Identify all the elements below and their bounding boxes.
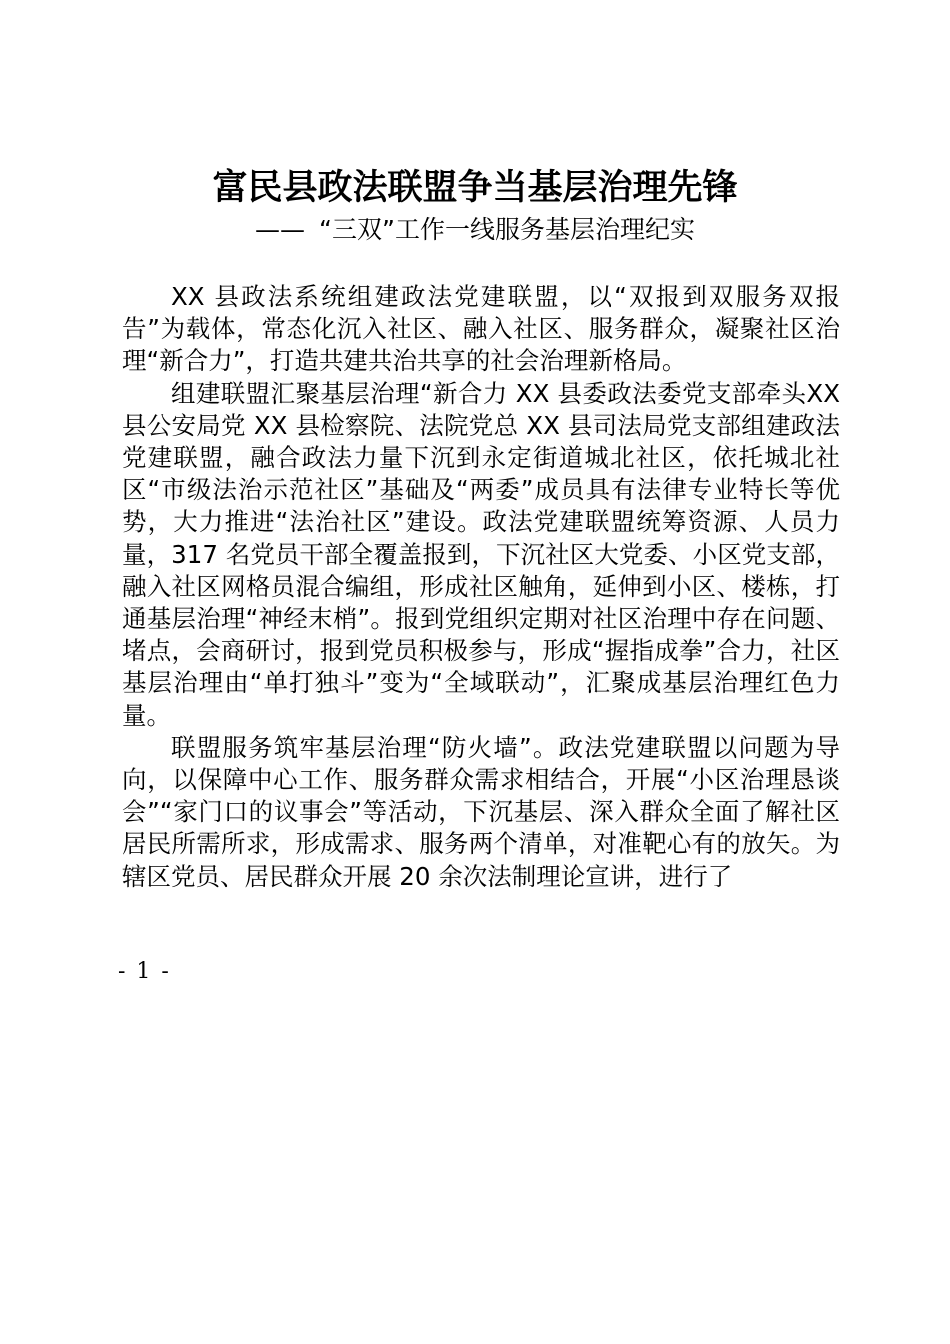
body-paragraph-2: 组建联盟汇聚基层治理“新合力 XX 县委政法委党支部牵头XX 县公安局党 XX 县检察院、法院党总 XX 县司法局党支部组建政法党建联盟，融合政法力量下沉到永定街道城北社区，依托城北社区“市级法治示范社区”基础及“两委”成员具有法律专业特长等优势，大力推进“法治社区”建设。政法党建联盟统筹资源、人员力量，317 名党员干部全覆盖报到，下沉社区大党委、小区党支部，融入社区网格员混合编组，形成社区触角，延伸到小区、楼栋，打通基层治理“神经末梢”。报到党组织定期对社区治理中存在问题、堵点，会商研讨，报到党员积极参与，形成“握指成拳”合力，社区基层治理由“单打独斗”变为“全域联动”，汇聚成基层治理红色力量。 [122,378,840,730]
body-paragraph-3: 联盟服务筑牢基层治理“防火墙”。政法党建联盟以问题为导向，以保障中心工作、服务群众需求相结合，开展“小区治理恳谈会”“家门口的议事会”等活动，下沉基层、深入群众全面了解社区居民所需所求，形成需求、服务两个清单，对准靶心有的放矢。为辖区党员、居民群众开展 20 余次法制理论宣讲，进行了 [122,732,840,891]
document-subtitle [0,213,950,247]
document-title: 富民县政法联盟争当基层治理先锋 [212,167,738,208]
subtitle-text: “三双”工作一线服务基层治理纪实 [319,215,695,244]
document-body [122,281,840,893]
page-number: - 1 - [118,959,171,984]
subtitle-dash: —— [255,215,306,244]
body-paragraph-1: XX 县政法系统组建政法党建联盟，以“双报到双服务双报告”为载体，常态化沉入社区、融入社区、服务群众，凝聚社区治理“新合力”，打造共建共治共享的社会治理新格局。 [122,282,840,376]
